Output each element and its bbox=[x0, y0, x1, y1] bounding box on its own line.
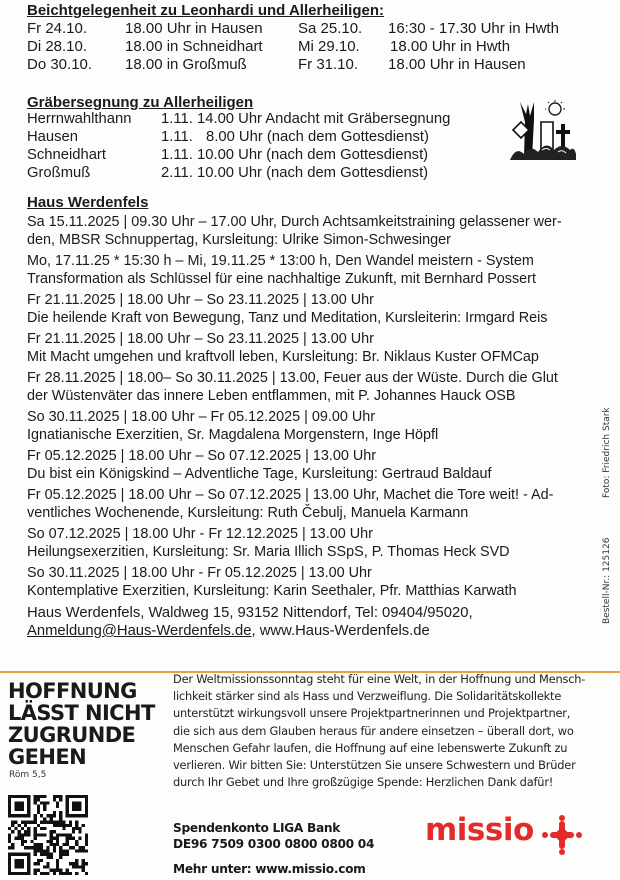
website-link[interactable]: www.Haus-Werdenfels.de bbox=[259, 623, 430, 639]
event-item: So 30.11.2025 | 18.00 Uhr – Fr 05.12.2025 | 09.00 Uhr Ignatianische Exerzitien, Sr. Magdalena Morgenstern, Inge Höpfl bbox=[27, 409, 439, 443]
event-item: Sa 15.11.2025 | 09.30 Uhr – 17.00 Uhr, Durch Achtsamkeitstraining gelassener wer- den, MBSR Schnuppertag, Kursleitung: Ulrike Simon-Schwesinger bbox=[27, 214, 562, 248]
info: 8.00 Uhr (nach dem Gottesdienst) bbox=[206, 129, 429, 145]
bible-reference: Röm 5,5 bbox=[9, 770, 47, 780]
event-list bbox=[27, 213, 592, 640]
date: Di 28.10. bbox=[27, 38, 88, 55]
missio-logo-text: missio bbox=[425, 812, 534, 848]
date: Mi 29.10. bbox=[298, 38, 360, 55]
event-item: Mo, 17.11.25 * 15:30 h – Mi, 19.11.25 * 13:00 h, Den Wandel meistern - System Transformation als Schlüssel für eine nachhaltige Zukunft, mit Bernhard Possert bbox=[27, 253, 536, 287]
missio-logo bbox=[425, 812, 534, 848]
time: 18.00 Uhr in Hwth bbox=[390, 38, 511, 55]
info: 10.00 Uhr (nach dem Gottesdienst) bbox=[197, 147, 429, 163]
info: 14.00 Uhr Andacht mit Gräbersegnung bbox=[197, 111, 451, 127]
event-item: Fr 05.12.2025 | 18.00 Uhr – So 07.12.2025 | 13.00 Uhr Du bist ein Königskind – Adventliche Tage, Kursleitung: Gertraud Baldauf bbox=[27, 448, 492, 482]
date: 1.11. bbox=[161, 111, 193, 127]
date: 1.11. bbox=[161, 147, 193, 163]
place: Hausen bbox=[27, 129, 79, 145]
contact-line: Anmeldung@Haus-Werdenfels.de, www.Haus-Werdenfels.de bbox=[27, 623, 430, 639]
event-item: Fr 28.11.2025 | 18.00– So 30.11.2025 | 13.00, Feuer aus der Wüste. Durch die Glut der Wüstenväter das innere Leben entflammen, mit P. Johannes Hauck OSB bbox=[27, 370, 558, 404]
place: Großmuß bbox=[27, 165, 91, 181]
graeber-heading: Gräbersegnung zu Allerheiligen bbox=[27, 94, 254, 111]
date: Fr 31.10. bbox=[298, 56, 359, 73]
email-link[interactable]: Anmeldung@Haus-Werdenfels.de bbox=[27, 623, 252, 639]
werdenfels-heading: Haus Werdenfels bbox=[27, 194, 149, 211]
time: 18.00 Uhr in Hausen bbox=[125, 20, 263, 37]
beichte-heading: Beichtgelegenheit zu Leonhardi und Allerheiligen: bbox=[27, 2, 384, 19]
missio-cross-icon bbox=[542, 815, 582, 855]
event-item: Fr 05.12.2025 | 18.00 Uhr – So 07.12.2025 | 13.00 Uhr, Machet die Tore weit! - Ad- ventliches Wochenende, Kursleitung: Ruth Čebulj, Manuela Karmann bbox=[27, 487, 554, 521]
date: 1.11. bbox=[161, 129, 193, 145]
missio-body: Der Weltmissionssonntag steht für eine Welt, in der Hoffnung und Mensch- lichkeit stärker sind als Hass und Verzweiflung. Die Solidaritätskollekte unterstützt wirkungsvoll unsere Projektpartnerinnen und Projektpartner, die sich aus dem Glauben heraus für andere einsetzen – überall dort, wo Menschen Gefahr laufen, die Hoffnung auf eine lebenswerte Zukunft zu verlieren. Wir bitten Sie: Unterstützen Sie unsere Schwestern und Brüder durch Ihr Gebet und Ihre großzügige Spende: Herzlichen Dank dafür! bbox=[173, 672, 586, 790]
event-item: So 07.12.2025 | 18.00 Uhr - Fr 12.12.2025 | 13.00 Uhr Heilungsexerzitien, Kursleitung: Sr. Maria Illich SSpS, P. Thomas Heck SVD bbox=[27, 526, 510, 560]
time: 18.00 Uhr in Hausen bbox=[388, 56, 526, 73]
date: 2.11. bbox=[161, 165, 193, 181]
date: Sa 25.10. bbox=[298, 20, 363, 37]
place: Herrnwahlthann bbox=[27, 111, 132, 127]
event-item: Fr 21.11.2025 | 18.00 Uhr – So 23.11.2025 | 13.00 Uhr Die heilende Kraft von Bewegung, Tanz und Meditation, Kursleiterin: Irmgard Reis bbox=[27, 292, 548, 326]
address: Haus Werdenfels, Waldweg 15, 93152 Nittendorf, Tel: 09404/95020, bbox=[27, 605, 473, 621]
time: 18.00 in Großmuß bbox=[125, 56, 247, 73]
place: Schneidhart bbox=[27, 147, 106, 163]
date: Do 30.10. bbox=[27, 56, 93, 73]
info: 10.00 Uhr (nach dem Gottesdienst) bbox=[197, 165, 429, 181]
photo-credit: Foto: Friedrich Stark bbox=[602, 407, 612, 498]
time: 16:30 - 17.30 Uhr in Hwth bbox=[388, 20, 559, 37]
order-number: Bestell-Nr.: 125126 bbox=[602, 537, 612, 624]
more-info: Mehr unter: www.missio.com bbox=[173, 862, 366, 876]
date: Fr 24.10. bbox=[27, 20, 88, 37]
qr-code[interactable] bbox=[8, 795, 88, 875]
time: 18.00 in Schneidhart bbox=[125, 38, 263, 55]
graveyard-illustration bbox=[508, 100, 578, 164]
event-item: Fr 21.11.2025 | 18.00 Uhr – So 23.11.2025 | 13.00 Uhr Mit Macht umgehen und kraftvoll leben, Kursleitung: Br. Niklaus Kuster OFMCap bbox=[27, 331, 539, 365]
iban: DE96 7509 0300 0800 0800 04 bbox=[173, 837, 375, 851]
bank-label: Spendenkonto LIGA Bank bbox=[173, 821, 341, 835]
missio-headline: HOFFNUNG LÄSST NICHT ZUGRUNDE GEHEN bbox=[8, 679, 155, 769]
event-item: So 30.11.2025 | 18.00 Uhr - Fr 05.12.2025 | 13.00 Uhr Kontemplative Exerzitien, Kursleitung: Karin Seethaler, Pfr. Matthias Karwath bbox=[27, 565, 517, 599]
